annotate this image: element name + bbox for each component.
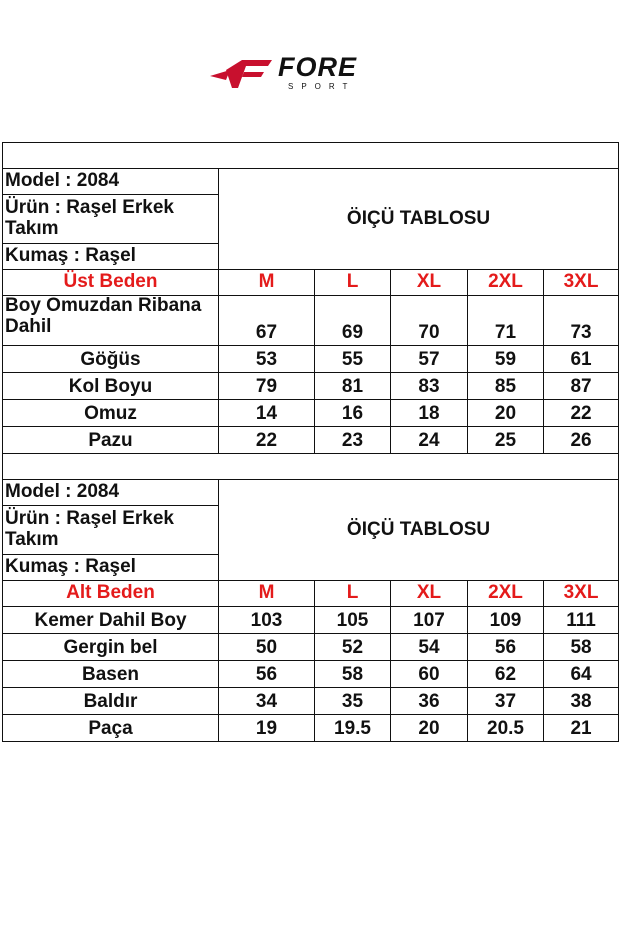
table-row [3, 661, 619, 688]
spacer-row [3, 143, 619, 169]
cell-value: 62 [468, 661, 544, 688]
bottom-section-label: Alt Beden [3, 581, 219, 607]
row-label: Kol Boyu [3, 373, 219, 400]
cell-value: 83 [391, 373, 468, 400]
top-size-2xl: 2XL [468, 270, 544, 296]
table-row [3, 634, 619, 661]
cell-value: 79 [219, 373, 315, 400]
cell-value: 64 [544, 661, 619, 688]
cell-value: 58 [315, 661, 391, 688]
cell-value: 34 [219, 688, 315, 715]
table-row [3, 427, 619, 454]
cell-value: 81 [315, 373, 391, 400]
top-section-label: Üst Beden [3, 270, 219, 296]
cell-value: 24 [391, 427, 468, 454]
cell-value: 55 [315, 346, 391, 373]
cell-value: 21 [544, 715, 619, 742]
table-row [3, 346, 619, 373]
cell-value: 60 [391, 661, 468, 688]
bottom-chart-title: ÖIÇÜ TABLOSU [219, 480, 619, 581]
cell-value: 35 [315, 688, 391, 715]
bottom-size-3xl: 3XL [544, 581, 619, 607]
top-product: Ürün : Raşel Erkek Takım [3, 195, 219, 244]
cell-value: 25 [468, 427, 544, 454]
brand-logo [208, 50, 378, 96]
cell-value: 22 [544, 400, 619, 427]
bottom-fabric: Kumaş : Raşel [3, 555, 219, 581]
cell-value: 20.5 [468, 715, 544, 742]
row-label: Kemer Dahil Boy [3, 607, 219, 634]
cell-value: 20 [468, 400, 544, 427]
bottom-model: Model : 2084 [3, 480, 219, 506]
cell-value: 61 [544, 346, 619, 373]
bottom-header-row [3, 581, 619, 607]
top-header-row [3, 270, 619, 296]
row-label: Pazu [3, 427, 219, 454]
fore-wing-icon [208, 52, 278, 92]
cell-value: 38 [544, 688, 619, 715]
cell-value: 18 [391, 400, 468, 427]
cell-value: 87 [544, 373, 619, 400]
brand-name: FORE [278, 52, 358, 82]
bottom-model-row [3, 480, 619, 506]
table-row [3, 373, 619, 400]
table-row [3, 715, 619, 742]
cell-value: 111 [544, 607, 619, 634]
cell-value: 19 [219, 715, 315, 742]
row-label: Göğüs [3, 346, 219, 373]
top-chart-title: ÖIÇÜ TABLOSU [219, 169, 619, 270]
row-label: Omuz [3, 400, 219, 427]
top-size-l: L [315, 270, 391, 296]
cell-value: 107 [391, 607, 468, 634]
cell-value: 69 [315, 296, 391, 346]
cell-value: 67 [219, 296, 315, 346]
cell-value: 36 [391, 688, 468, 715]
cell-value: 59 [468, 346, 544, 373]
cell-value: 105 [315, 607, 391, 634]
cell-value: 22 [219, 427, 315, 454]
top-size-xl: XL [391, 270, 468, 296]
cell-value: 52 [315, 634, 391, 661]
top-size-3xl: 3XL [544, 270, 619, 296]
cell-value: 50 [219, 634, 315, 661]
cell-value: 85 [468, 373, 544, 400]
cell-value: 19.5 [315, 715, 391, 742]
top-model-row [3, 169, 619, 195]
table-row [3, 400, 619, 427]
cell-value: 58 [544, 634, 619, 661]
cell-value: 56 [219, 661, 315, 688]
cell-value: 53 [219, 346, 315, 373]
top-model: Model : 2084 [3, 169, 219, 195]
size-chart [2, 142, 619, 742]
top-fabric: Kumaş : Raşel [3, 244, 219, 270]
cell-value: 20 [391, 715, 468, 742]
row-label: Paça [3, 715, 219, 742]
cell-value: 14 [219, 400, 315, 427]
bottom-size-m: M [219, 581, 315, 607]
brand-sub: SPORT [288, 82, 356, 91]
table-row [3, 688, 619, 715]
cell-value: 16 [315, 400, 391, 427]
cell-value: 57 [391, 346, 468, 373]
cell-value: 70 [391, 296, 468, 346]
table-row [3, 607, 619, 634]
cell-value: 26 [544, 427, 619, 454]
spacer-row [3, 454, 619, 480]
cell-value: 56 [468, 634, 544, 661]
cell-value: 54 [391, 634, 468, 661]
cell-value: 71 [468, 296, 544, 346]
row-label: Boy Omuzdan Ribana Dahil [3, 296, 219, 346]
bottom-product: Ürün : Raşel Erkek Takım [3, 506, 219, 555]
cell-value: 109 [468, 607, 544, 634]
top-size-m: M [219, 270, 315, 296]
bottom-size-2xl: 2XL [468, 581, 544, 607]
bottom-size-l: L [315, 581, 391, 607]
row-label: Baldır [3, 688, 219, 715]
row-label: Basen [3, 661, 219, 688]
cell-value: 103 [219, 607, 315, 634]
cell-value: 23 [315, 427, 391, 454]
table-row [3, 296, 619, 346]
bottom-size-xl: XL [391, 581, 468, 607]
cell-value: 73 [544, 296, 619, 346]
cell-value: 37 [468, 688, 544, 715]
row-label: Gergin bel [3, 634, 219, 661]
